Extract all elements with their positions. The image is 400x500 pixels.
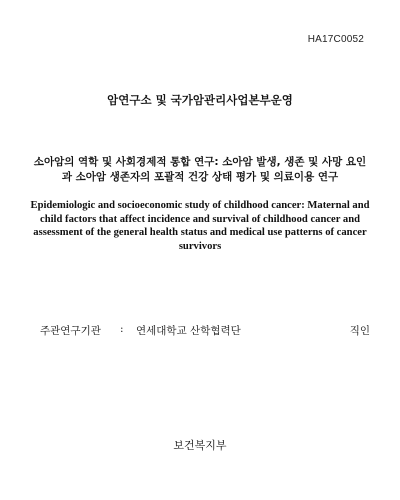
program-operator: 암연구소 및 국가암관리사업본부운영 (107, 93, 293, 107)
official-seal-label: 직인 (349, 325, 370, 337)
title-korean: 소아암의 역학 및 사회경제적 통합 연구: 소아암 발생, 생존 및 사망 요인과 소아암 생존자의 포괄적 건강 상태 평가 및 의료이용 연구 (33, 156, 367, 183)
ministry-name: 보건복지부 (173, 439, 227, 452)
institution-separator: : (120, 323, 124, 335)
report-code: HA17C0052 (307, 34, 364, 45)
title-english: Epidemiologic and socioeconomic study of childhood cancer: Maternal and child factors that affect incidence and survival of childhood cancer and assessment of the general health status and medical use patterns of cancer survivors (30, 200, 370, 252)
institution-label: 주관연구기관 (40, 325, 101, 337)
lead-institution-row (40, 323, 370, 339)
institution-name: 연세대학교 산학협력단 (136, 325, 241, 337)
